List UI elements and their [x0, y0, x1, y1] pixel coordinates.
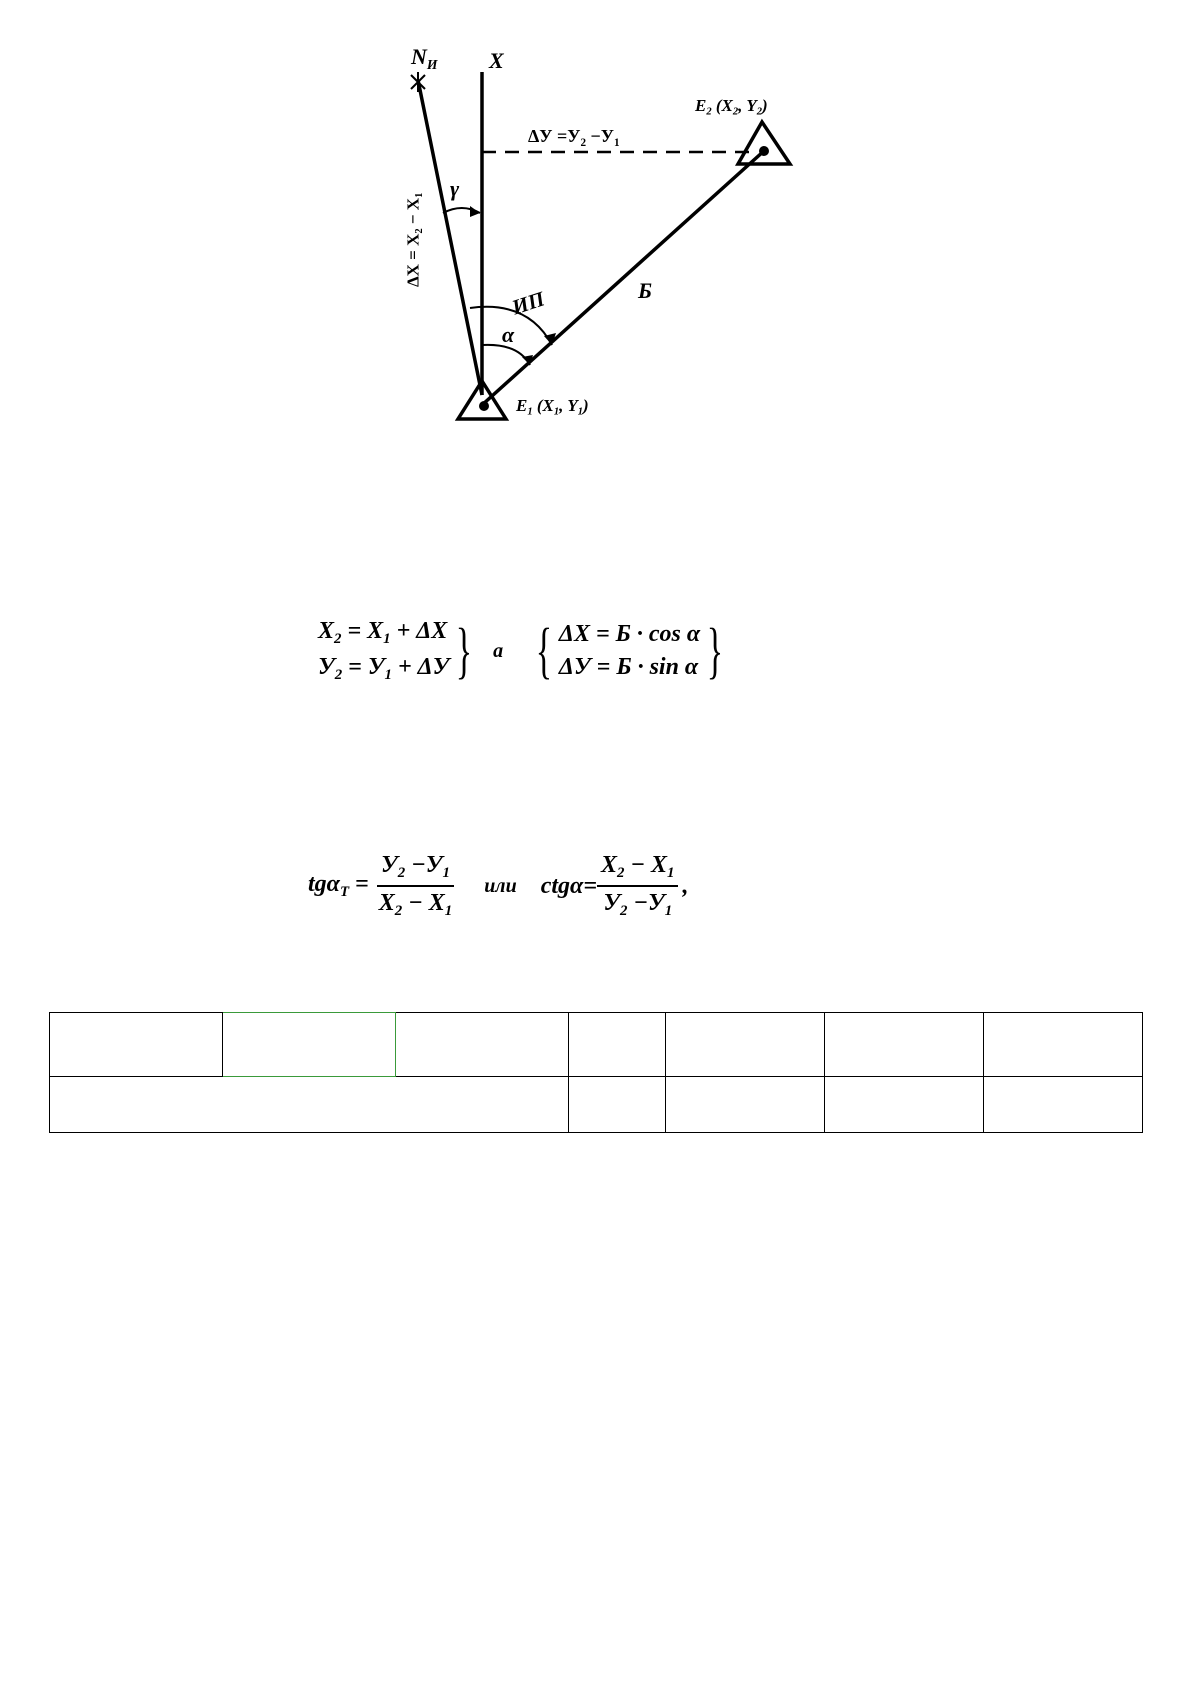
- label-alpha: α: [502, 322, 515, 347]
- empty-table: [49, 1012, 1143, 1133]
- station-e1-dot: [479, 401, 489, 411]
- table-cell[interactable]: [569, 1013, 666, 1077]
- baseline-b-line: [482, 150, 765, 405]
- label-gamma: γ: [450, 176, 460, 201]
- formula1-line2: $У_2 = У_1 + \Delta У$: [318, 654, 450, 684]
- label-ip: ИП: [508, 286, 548, 320]
- true-north-line: [418, 80, 482, 395]
- table-cell[interactable]: [396, 1013, 569, 1077]
- table-row: [50, 1077, 1143, 1133]
- table-row: [50, 1013, 1143, 1077]
- label-true-north: $N_И$: [411, 44, 438, 72]
- station-e2-triangle: [738, 122, 790, 164]
- formula2-fraction2: $\frac{X_2 - X_1}{У_2 -У_1}$: [597, 852, 678, 920]
- label-e2: $E_2$ ($X_2$, $Y_2$): [695, 96, 768, 118]
- table-cell[interactable]: [50, 1013, 223, 1077]
- formula1-right-system: [559, 621, 700, 681]
- formula1-line3: ΔX = Б · cos α: [558, 621, 701, 648]
- label-delta-x: $\Delta X = X_2 - X_1$: [403, 192, 426, 288]
- table-cell[interactable]: [666, 1013, 825, 1077]
- label-x-axis: X: [489, 48, 504, 73]
- table-cell[interactable]: [984, 1077, 1143, 1133]
- table-cell-selected[interactable]: [223, 1013, 396, 1077]
- formula1-close-brace: }: [706, 617, 724, 686]
- formula2-tg: tgα$_T$ =: [308, 871, 369, 901]
- formula2-connector: или: [484, 874, 517, 897]
- geodetic-diagram: [0, 0, 1191, 460]
- table-cell[interactable]: [825, 1077, 984, 1133]
- formula1-open-brace: {: [535, 617, 553, 686]
- label-e1: $E_1$ ($X_1$, $Y_1$): [516, 396, 589, 418]
- table-cell-merged[interactable]: [50, 1077, 569, 1133]
- formula1-left-system: [318, 618, 449, 684]
- label-delta-y: $\Delta У =У_2 -У_1$: [528, 126, 620, 149]
- table-cell[interactable]: [984, 1013, 1143, 1077]
- table-cell[interactable]: [666, 1077, 825, 1133]
- label-baseline-b: Б: [638, 278, 652, 303]
- formula-coordinates: [318, 618, 730, 684]
- formula2-ctg: ctgα=: [540, 872, 597, 899]
- formula2-fraction1: $\frac{У_2 -У_1}{X_2 - X_1}$: [378, 852, 453, 920]
- star-marker: [411, 72, 425, 92]
- table-cell[interactable]: [825, 1013, 984, 1077]
- formula-direction-angle: [308, 852, 688, 920]
- formula2-comma: ,: [682, 872, 689, 899]
- formula1-line1: $X_2 = X_1 + \Delta X$: [318, 618, 448, 648]
- formula1-connector: а: [493, 639, 504, 662]
- station-e2-dot: [759, 146, 769, 156]
- formula1-line4: ΔУ = Б · sin α: [558, 654, 699, 681]
- table-cell[interactable]: [569, 1077, 666, 1133]
- formula1-right-brace: }: [456, 617, 473, 686]
